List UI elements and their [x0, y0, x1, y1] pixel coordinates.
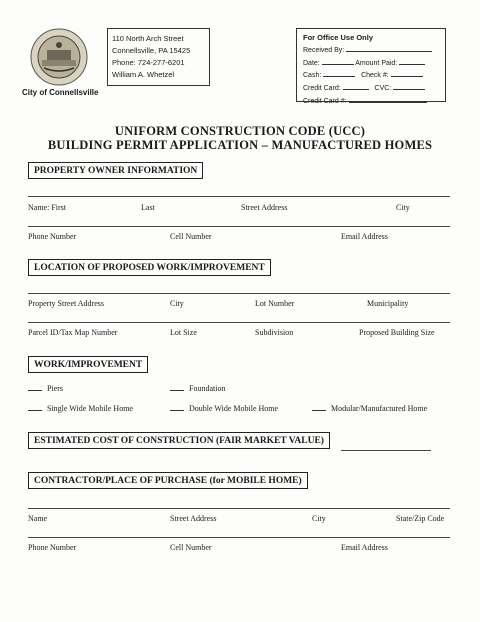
section-property-owner: PROPERTY OWNER INFORMATION — [28, 162, 203, 179]
parcel-id-label: Parcel ID/Tax Map Number — [28, 328, 118, 337]
double-wide-option[interactable] — [170, 404, 278, 413]
section-work-improvement: WORK/IMPROVEMENT — [28, 356, 148, 373]
owner-last-name-label: Last — [141, 203, 155, 212]
estimated-cost-field[interactable] — [341, 450, 431, 451]
contractor-phone-label: Phone Number — [28, 543, 77, 552]
subdivision-label: Subdivision — [255, 328, 294, 337]
credit-card-number-label: Credit Card #: — [303, 97, 347, 105]
lot-number-label: Lot Number — [255, 299, 295, 308]
owner-cell-label: Cell Number — [170, 232, 212, 241]
received-by-field[interactable] — [346, 44, 432, 52]
foundation-checkline[interactable] — [170, 390, 184, 391]
received-by-label: Received By: — [303, 46, 345, 54]
piers-option[interactable] — [28, 384, 63, 393]
contractor-name-line[interactable] — [28, 508, 450, 509]
office-use-title: For Office Use Only — [303, 33, 374, 42]
foundation-option[interactable] — [170, 384, 225, 393]
date-label: Date: — [303, 59, 320, 67]
contractor-state-zip-label: State/Zip Code — [396, 514, 445, 523]
form-title-line2: BUILDING PERMIT APPLICATION – MANUFACTURED HOMES — [47, 138, 433, 152]
piers-label: Piers — [47, 384, 63, 393]
credit-card-label: Credit Card: — [303, 85, 341, 93]
contractor-street-label: Street Address — [170, 514, 217, 523]
section-contractor: CONTRACTOR/PLACE OF PURCHASE (for MOBILE HOME) — [28, 472, 308, 489]
address-box — [107, 28, 210, 86]
address-contact: William A. Whetzel — [112, 70, 175, 79]
municipality-label: Municipality — [367, 299, 409, 308]
building-size-label: Proposed Building Size — [359, 328, 435, 337]
contractor-city-label: City — [312, 514, 326, 523]
foundation-label: Foundation — [189, 384, 226, 393]
check-field[interactable] — [391, 69, 423, 77]
modular-checkline[interactable] — [312, 410, 326, 411]
cvc-label: CVC: — [374, 85, 392, 93]
owner-name-line[interactable] — [28, 196, 450, 197]
owner-street-label: Street Address — [241, 203, 288, 212]
location-city-label: City — [170, 299, 184, 308]
owner-email-label: Email Address — [341, 232, 388, 241]
contractor-phone-line[interactable] — [28, 537, 450, 538]
modular-option[interactable] — [312, 404, 427, 413]
owner-phone-label: Phone Number — [28, 232, 77, 241]
date-field[interactable] — [322, 57, 354, 65]
section-location: LOCATION OF PROPOSED WORK/IMPROVEMENT — [28, 259, 271, 276]
lot-size-label: Lot Size — [170, 328, 197, 337]
cash-field[interactable] — [323, 69, 355, 77]
city-seal-icon — [30, 28, 88, 86]
address-phone: Phone: 724-277-6201 — [112, 58, 185, 67]
check-label: Check #: — [361, 72, 389, 80]
single-wide-checkline[interactable] — [28, 410, 42, 411]
single-wide-option[interactable] — [28, 404, 133, 413]
office-use-box — [296, 28, 446, 105]
cash-label: Cash: — [303, 72, 322, 80]
owner-first-name-label: Name: First — [28, 203, 66, 212]
double-wide-checkline[interactable] — [170, 410, 184, 411]
amount-paid-label: Amount Paid: — [355, 59, 398, 67]
contractor-cell-label: Cell Number — [170, 543, 212, 552]
section-estimated-cost: ESTIMATED COST OF CONSTRUCTION (FAIR MARKET VALUE) — [28, 432, 330, 449]
contractor-email-label: Email Address — [341, 543, 388, 552]
owner-phone-line[interactable] — [28, 226, 450, 227]
location-address-line[interactable] — [28, 293, 450, 294]
address-city: Connellsville, PA 15425 — [112, 46, 191, 55]
credit-card-number-field[interactable] — [349, 95, 427, 103]
modular-label: Modular/Manufactured Home — [331, 404, 428, 413]
form-title-line1: UNIFORM CONSTRUCTION CODE (UCC) — [114, 124, 366, 138]
property-street-label: Property Street Address — [28, 299, 104, 308]
amount-paid-field[interactable] — [399, 57, 425, 65]
piers-checkline[interactable] — [28, 390, 42, 391]
location-parcel-line[interactable] — [28, 322, 450, 323]
double-wide-label: Double Wide Mobile Home — [189, 404, 279, 413]
cvc-field[interactable] — [393, 82, 425, 90]
credit-card-field[interactable] — [343, 82, 369, 90]
single-wide-label: Single Wide Mobile Home — [47, 404, 133, 413]
address-street: 110 North Arch Street — [112, 34, 184, 43]
city-label: City of Connellsville — [22, 88, 99, 97]
contractor-name-label: Name — [28, 514, 48, 523]
owner-city-label: City — [396, 203, 410, 212]
